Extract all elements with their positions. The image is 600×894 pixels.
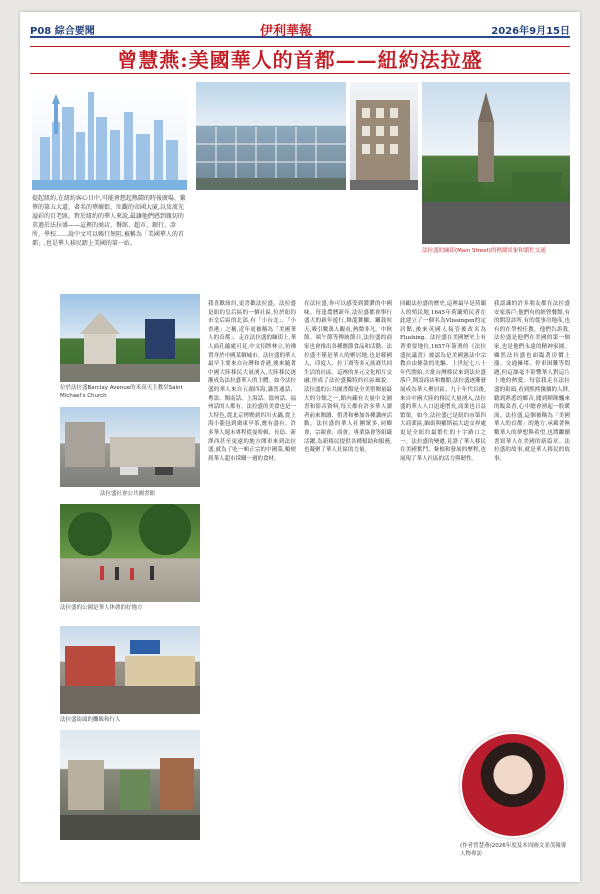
street-vendor-photo bbox=[60, 730, 200, 840]
author-portrait bbox=[460, 732, 566, 838]
skyline-illustration bbox=[32, 82, 187, 190]
library-photo bbox=[60, 407, 200, 487]
street-building-photo bbox=[350, 82, 418, 190]
masthead: 伊利華報 bbox=[260, 24, 313, 39]
page-section: P08 綜合要聞 bbox=[30, 26, 95, 37]
headline-bar bbox=[30, 46, 570, 74]
caption-park: 法拉盛的公園是華人休憩的好地方 bbox=[60, 605, 143, 611]
article-column-4: 我認識的許多朋友都在法拉盛安家落戶,他們有的經營餐館,有的開設診所,有的從事房地產,也有的在學校任教。他們告訴我,法拉盛是他們在美國的第一個家,也是他們永遠的精神家園。雖然法拉盛也面臨著房價上漲、交通擁堵、停車困難等問題,但這絲毫不影響華人對這片土地的熱愛。每當我走在法拉盛的街頭,看到熙熙攘攘的人群,聽到熟悉的鄉音,聞到陣陣飄來的飯菜香,心中總會湧起一股暖流。法拉盛,這個被稱為「美國華人的首都」的地方,承載著無數華人的夢想與希望,也將繼續書寫華人在美國的新篇章。法拉盛的故事,就是華人移民的故事。 bbox=[494, 301, 570, 462]
church-spire-photo bbox=[422, 82, 570, 244]
headline: 曾慧燕:美國華人的首都——紐約法拉盛 bbox=[117, 48, 483, 72]
page-header bbox=[30, 20, 570, 38]
glass-building-photo bbox=[196, 82, 346, 190]
article-column-2: 在法拉盛,你可以感受到濃濃的中國味。每逢農曆新年,法拉盛都會舉行盛大的新年遊行,舞龍舞獅、鑼鼓喧天,吸引數萬人觀看,熱鬧非凡。中秋節、端午節等傳統節日,法拉盛的商家也會推出各種應節食品和活動。法拉盛不僅是華人的聚居地,也是韓國人、印度人、拉丁裔等多元族裔共同生活的社區。這裡的多元文化相互交融,形成了法拉盛獨特的社區風貌。法拉盛的公共圖書館是全美借閱量最大的分館之一,館內藏有大量中文圖書和影音資料,每天都有許多華人讀者前來閱讀、借書和參加各種講座活動。法拉盛的華人社團眾多,同鄉會、宗親會、商會、專業協會等組織活躍,為新移民提供各種幫助和服務,也凝聚了華人社區的力量。 bbox=[304, 301, 392, 454]
caption-market: 法拉盛街頭的攤販和行人 bbox=[60, 717, 121, 723]
church-photo bbox=[60, 294, 200, 382]
newspaper-page bbox=[20, 12, 580, 882]
park-photo bbox=[60, 504, 200, 602]
caption-church: 位於法拉盛Barclay Avenue的米高天主教堂Saint Michael's Church bbox=[60, 385, 183, 399]
issue-date: 2026年9月15日 bbox=[491, 26, 570, 37]
caption-library: 法拉盛社會公共圖書館 bbox=[100, 491, 156, 497]
caption-portrait: (作者曾慧燕)2026年度及本周圖文並茂報導人物專訪 bbox=[460, 843, 567, 857]
caption-main-street: 法拉盛的緬街(Main Street)的熱鬧景象和繁忙交通 bbox=[422, 248, 546, 254]
article-column-3: 回顧法拉盛的歷史,這裡最早是荷蘭人的殖民地,1645年荷蘭殖民者在此建立了一個名為Vlissingen的定居點,後來英國人接管後改名為Flushing。法拉盛在美國歷史上有著重要地位,1657年簽署的《法拉盛抗議書》被認為是美國憲法中宗教自由條款的先驅。上世紀七八十年代開始,大批台灣移民來到法拉盛落戶,開設商店和餐館,法拉盛逐漸發展成為華人聚居區。九十年代以後,來自中國大陸的移民大量湧入,法拉盛的華人人口迅速增長,商業也日益繁榮。如今,法拉盛已是紐約市第四大商業區,緬街與羅斯福大道交界處更是全紐約最繁忙的十字路口之一。法拉盛的變遷,見證了華人移民在美國奮鬥、紮根和發展的歷程,也展現了華人社區的活力與韌性。 bbox=[400, 301, 486, 462]
intro-paragraph: 提起紐約,在紐約客心目中,可能會想起熱鬧的時報廣場、繁華的第五大道、著名的華爾街、壯觀的帝國大廈,以及流光溢彩的百老匯。對於紐約的華人來說,最讓他們感到親切的莫過於法拉盛——這裡的商店、餐館、超市、銀行、診所、學校……說中文可以暢行無阻,被稱為「美國華人的首都」,也是華人移民踏上美國的第一站。 bbox=[32, 195, 186, 247]
article-column-1: 我喜歡紐約,更喜歡法拉盛。法拉盛是紐約皇后區的一個社區,位於紐約市皇后區的北部,有「小台北」、「小香港」之稱,近年更被稱為「美國華人的首都」。走在法拉盛的緬街上,華人面孔隨處可見,中文招牌林立,彷彿置身於中國某個城市。法拉盛的華人最早主要來自台灣和香港,後來隨著中國大陸移民大量湧入,大陸移民逐漸成為法拉盛華人的主體。如今法拉盛的華人來自五湖四海,講普通話、粵語、閩南話、上海話、溫州話、福州話的人都有。法拉盛的美食也是一大特色,從北京烤鴨到四川火鍋,從上海小籠包到廣東早茶,應有盡有。許多華人週末專程從曼哈頓、長島、新澤西甚至更遠的地方開車來到法拉盛,就為了吃一頓正宗的中國菜,順便到華人超市採購一週的食材。 bbox=[208, 301, 296, 462]
market-photo bbox=[60, 626, 200, 714]
